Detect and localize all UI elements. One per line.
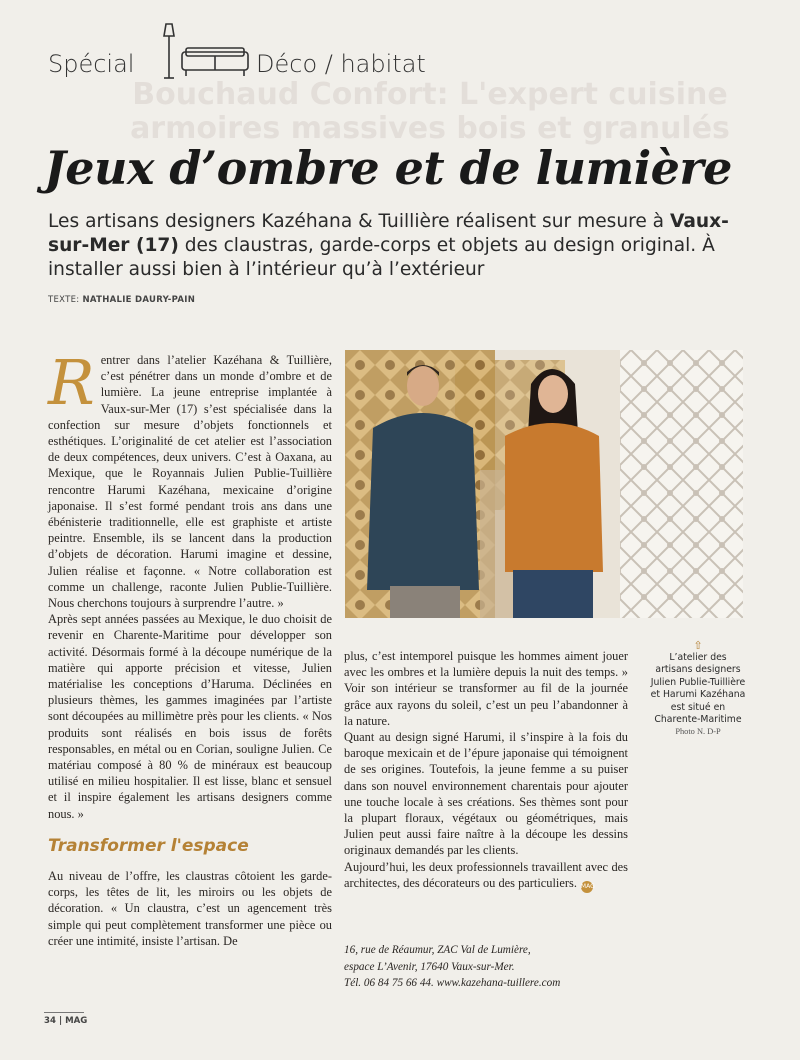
article-column-1 xyxy=(48,346,332,949)
rubric-left: Spécial xyxy=(48,50,135,78)
paragraph: Après sept années passées au Mexique, le duo choisit de revenir en Charente-Maritime pour développer son activité. Désormais formé à la découpe numérique de la matière qui apporte précision et vitesse, Julien matérialise les conceptions d’Haruma. Déclinées en plusieurs thèmes, les gammes imaginées par l’artiste sont découpées au millimètre près pour les clients. « Nos produits sont réalisés en bois issus de forêts responsables, en métal ou en Corian, souligne Julien. Ce matériau composé à 80 % de minéraux est beaucoup utilisé en milieu hospitalier. Il est lisse, blanc et sensuel et il inspire également les artisans designers comme nous. » xyxy=(48,612,332,821)
photo-caption xyxy=(650,640,746,739)
page-folio: 34 | MAG xyxy=(44,1016,88,1026)
bleed-line: Bouchaud Confort: L'expert cuisine xyxy=(132,78,728,112)
standfirst-text: des claustras, garde-corps et objets au design original. À installer aussi bien à l’intérieur qu’à l’extérieur xyxy=(48,235,715,280)
drop-cap: R xyxy=(48,346,95,419)
end-mark-icon: MAG xyxy=(581,881,593,893)
rubric-right: Déco / habitat xyxy=(256,50,426,78)
byline xyxy=(48,295,195,305)
paragraph: Quant au design signé Harumi, il s’inspire à la fois du baroque mexicain et de l’épure japonaise qui témoignent de ses origines. Toutefois, la jeune femme a su puiser dans son nouvel environnement charentais pour ajouter une touche locale à ses créations. Ses thèmes sont pour la plupart floraux, végétaux ou géométriques, mais Julien peut aussi faire naître à la découpe les dessins originaux demandés par les clients. xyxy=(344,730,628,858)
footer-rule xyxy=(44,1012,84,1013)
paragraph xyxy=(48,346,332,611)
subheading: Transformer l'espace xyxy=(48,835,249,856)
contact-address: espace L’Avenir, 17640 Vaux-sur-Mer. xyxy=(344,960,515,973)
article-column-2 xyxy=(344,648,628,893)
byline-label: TEXTE: xyxy=(48,295,83,305)
caption-text: L’atelier des artisans designers Julien Publie-Tuillière et Harumi Kazéhana est situé en Charente-Maritime xyxy=(650,652,746,726)
paragraph: Au niveau de l’offre, les claustras côtoient les garde-corps, les têtes de lit, les miroirs ou les objets de décoration. « Un claustra, c’est un agencement très simple qui peut complètement transformer une pièce ou créer une intimité, insiste l’artisan. De xyxy=(48,868,332,948)
section-rubric xyxy=(44,40,464,86)
arrow-up-icon: ⇧ xyxy=(693,639,703,652)
photo-illustration xyxy=(345,350,743,618)
paragraph-text: Aujourd’hui, les deux professionnels travaillent avec des architectes, des décorateurs ou des particuliers. xyxy=(344,859,628,890)
headline: Jeux d’ombre et de lumière xyxy=(44,141,732,195)
standfirst xyxy=(48,210,758,282)
workshop-photo xyxy=(345,350,743,618)
photo-credit: Photo N. D-P xyxy=(675,727,721,737)
paragraph: plus, c’est intemporel puisque les hommes aiment jouer avec les ombres et la lumière depuis la nuit des temps. » Voir son intérieur se transformer au fil de la journée grâce aux rayons du soleil, c’est un peu l’abandonner à la nature. xyxy=(344,649,628,728)
bleed-line: armoires massives bois et granulés xyxy=(130,111,730,146)
standfirst-text: Les artisans designers Kazéhana & Tuillière réalisent sur mesure à xyxy=(48,211,670,232)
contact-phone-web: Tél. 06 84 75 66 44. www.kazehana-tuillere.com xyxy=(344,977,561,989)
paragraph-text: entrer dans l’atelier Kazéhana & Tuillière, c’est pénétrer dans un monde d’ombre et de lumière. La jeune entreprise implantée à Vaux-sur-Mer (17) s’est spécialisée dans la confection sur mesure d’objets fonctionnels et esthétiques. L’originalité de cet atelier est l’association de deux compétences, deux univers. C’est à Oaxana, au Mexique, que le Royannais Julien Publie-Tuillière rencontre Harumi Kazéhana, mexicaine d’origine japonaise. Il s’est formé pendant trois ans dans une ébénisterie traditionnelle, elle est graphiste et artiste peintre. Ensemble, ils se lancent dans la production d’objets de décoration. Harumi imagine et dessine, Julien réalise et façonne. « Notre collaboration est comme un challenge, raconte Julien Publie-Tuillière. Nous cherchons toujours à surprendre l’autre. » xyxy=(48,353,332,611)
paragraph xyxy=(344,859,628,893)
contact-address: 16, rue de Réaumur, ZAC Val de Lumière, xyxy=(344,944,531,956)
byline-author: NATHALIE DAURY-PAIN xyxy=(82,295,196,305)
lamp-sofa-icon xyxy=(160,22,256,80)
contact-info xyxy=(344,942,634,992)
standfirst-place: Vaux-sur-Mer (17) xyxy=(48,211,729,256)
